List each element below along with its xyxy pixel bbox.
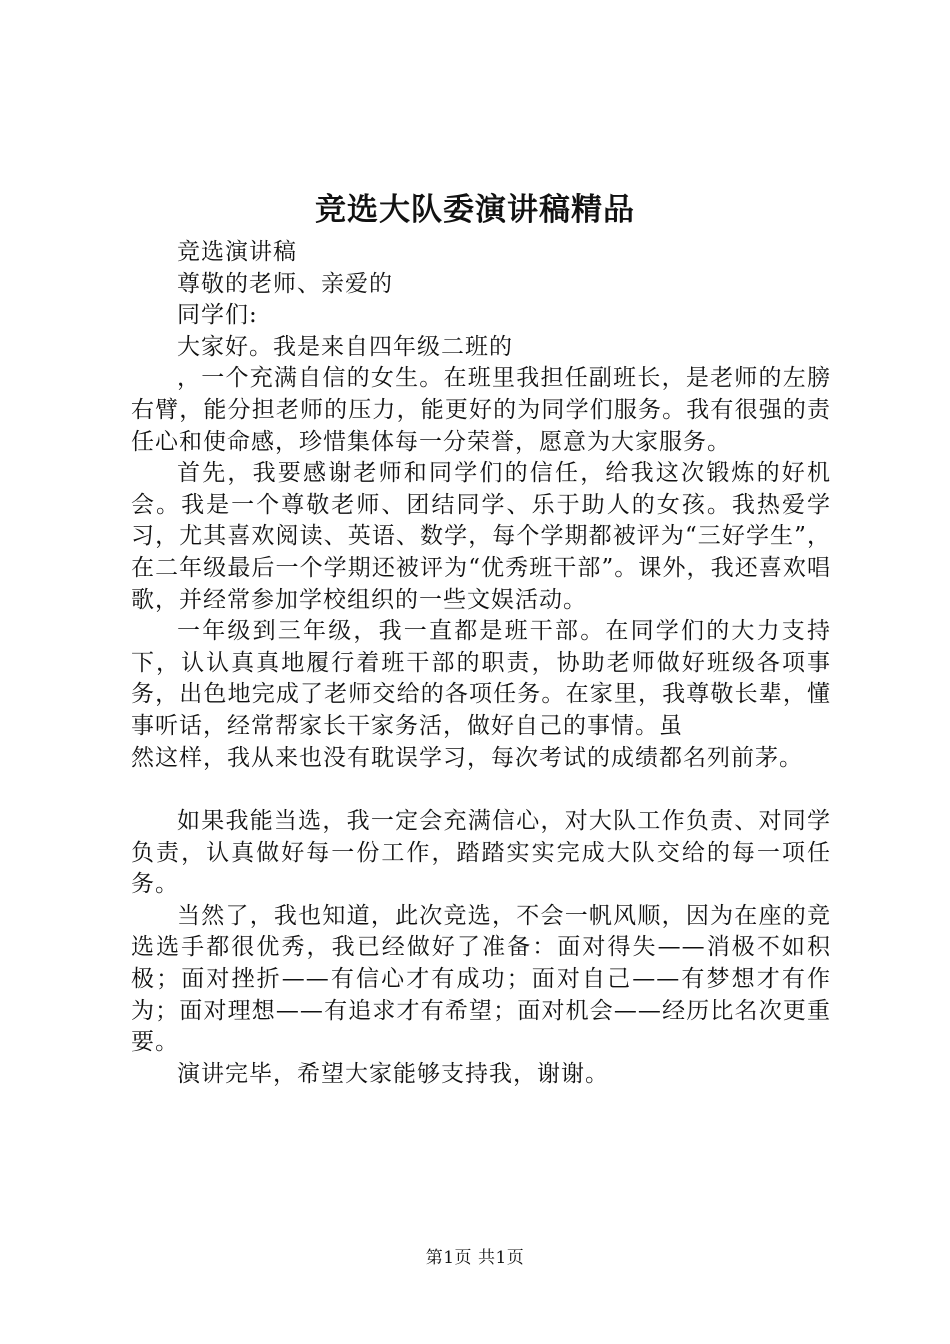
line-greeting-classmates: 同学们:: [177, 302, 258, 329]
paragraph-preparation: 当然了，我也知道，此次竞选，不会一帆风顺，因为在座的竞选选手都很优秀，我已经做好了准备：面对得失——消极不如积极；面对挫折——有信心才有成功；面对自己——有梦想才有作为；面对理想——有追求才有希望；面对机会——经历比名次更重要。: [131, 902, 831, 1056]
line-greeting-teachers: 尊敬的老师、亲爱的: [177, 270, 393, 297]
paragraph-experience: 一年级到三年级，我一直都是班干部。在同学们的大力支持下，认认真真地履行着班干部的职责，协助老师做好班级各项事务，出色地完成了老师交给的各项任务。在家里，我尊敬长辈，懂事听话，经常帮家长干家务活，做好自己的事情。虽: [131, 618, 831, 739]
document-body: [131, 237, 831, 1090]
page-footer: 第1页 共1页: [425, 1248, 525, 1268]
line-speech-label: 竞选演讲稿: [177, 239, 297, 265]
paragraph-promise: 如果我能当选，我一定会充满信心，对大队工作负责、对同学负责，认真做好每一份工作，踏踏实实完成大队交给的每一项任务。: [131, 808, 831, 898]
document-title: 竞选大队委演讲稿精品: [315, 192, 635, 228]
paragraph-thanks: 首先，我要感谢老师和同学们的信任，给我这次锻炼的好机会。我是一个尊敬老师、团结同学、乐于助人的女孩。我热爱学习，尤其喜欢阅读、英语、数学，每个学期都被评为“三好学生”，在二年级最后一个学期还被评为“优秀班干部”。课外，我还喜欢唱歌，并经常参加学校组织的一些文娱活动。: [131, 460, 831, 613]
paragraph-experience-end: 然这样，我从来也没有耽误学习，每次考试的成绩都名列前茅。: [131, 744, 803, 771]
paragraph-closing: 演讲完毕，希望大家能够支持我，谢谢。: [177, 1060, 609, 1087]
paragraph-intro: ，一个充满自信的女生。在班里我担任副班长，是老师的左膀右臂，能分担老师的压力，能更好的为同学们服务。我有很强的责任心和使命感，珍惜集体每一分荣誉，愿意为大家服务。: [131, 365, 831, 455]
line-self-intro: 大家好。我是来自四年级二班的: [177, 333, 513, 360]
blank-line: [131, 774, 831, 806]
